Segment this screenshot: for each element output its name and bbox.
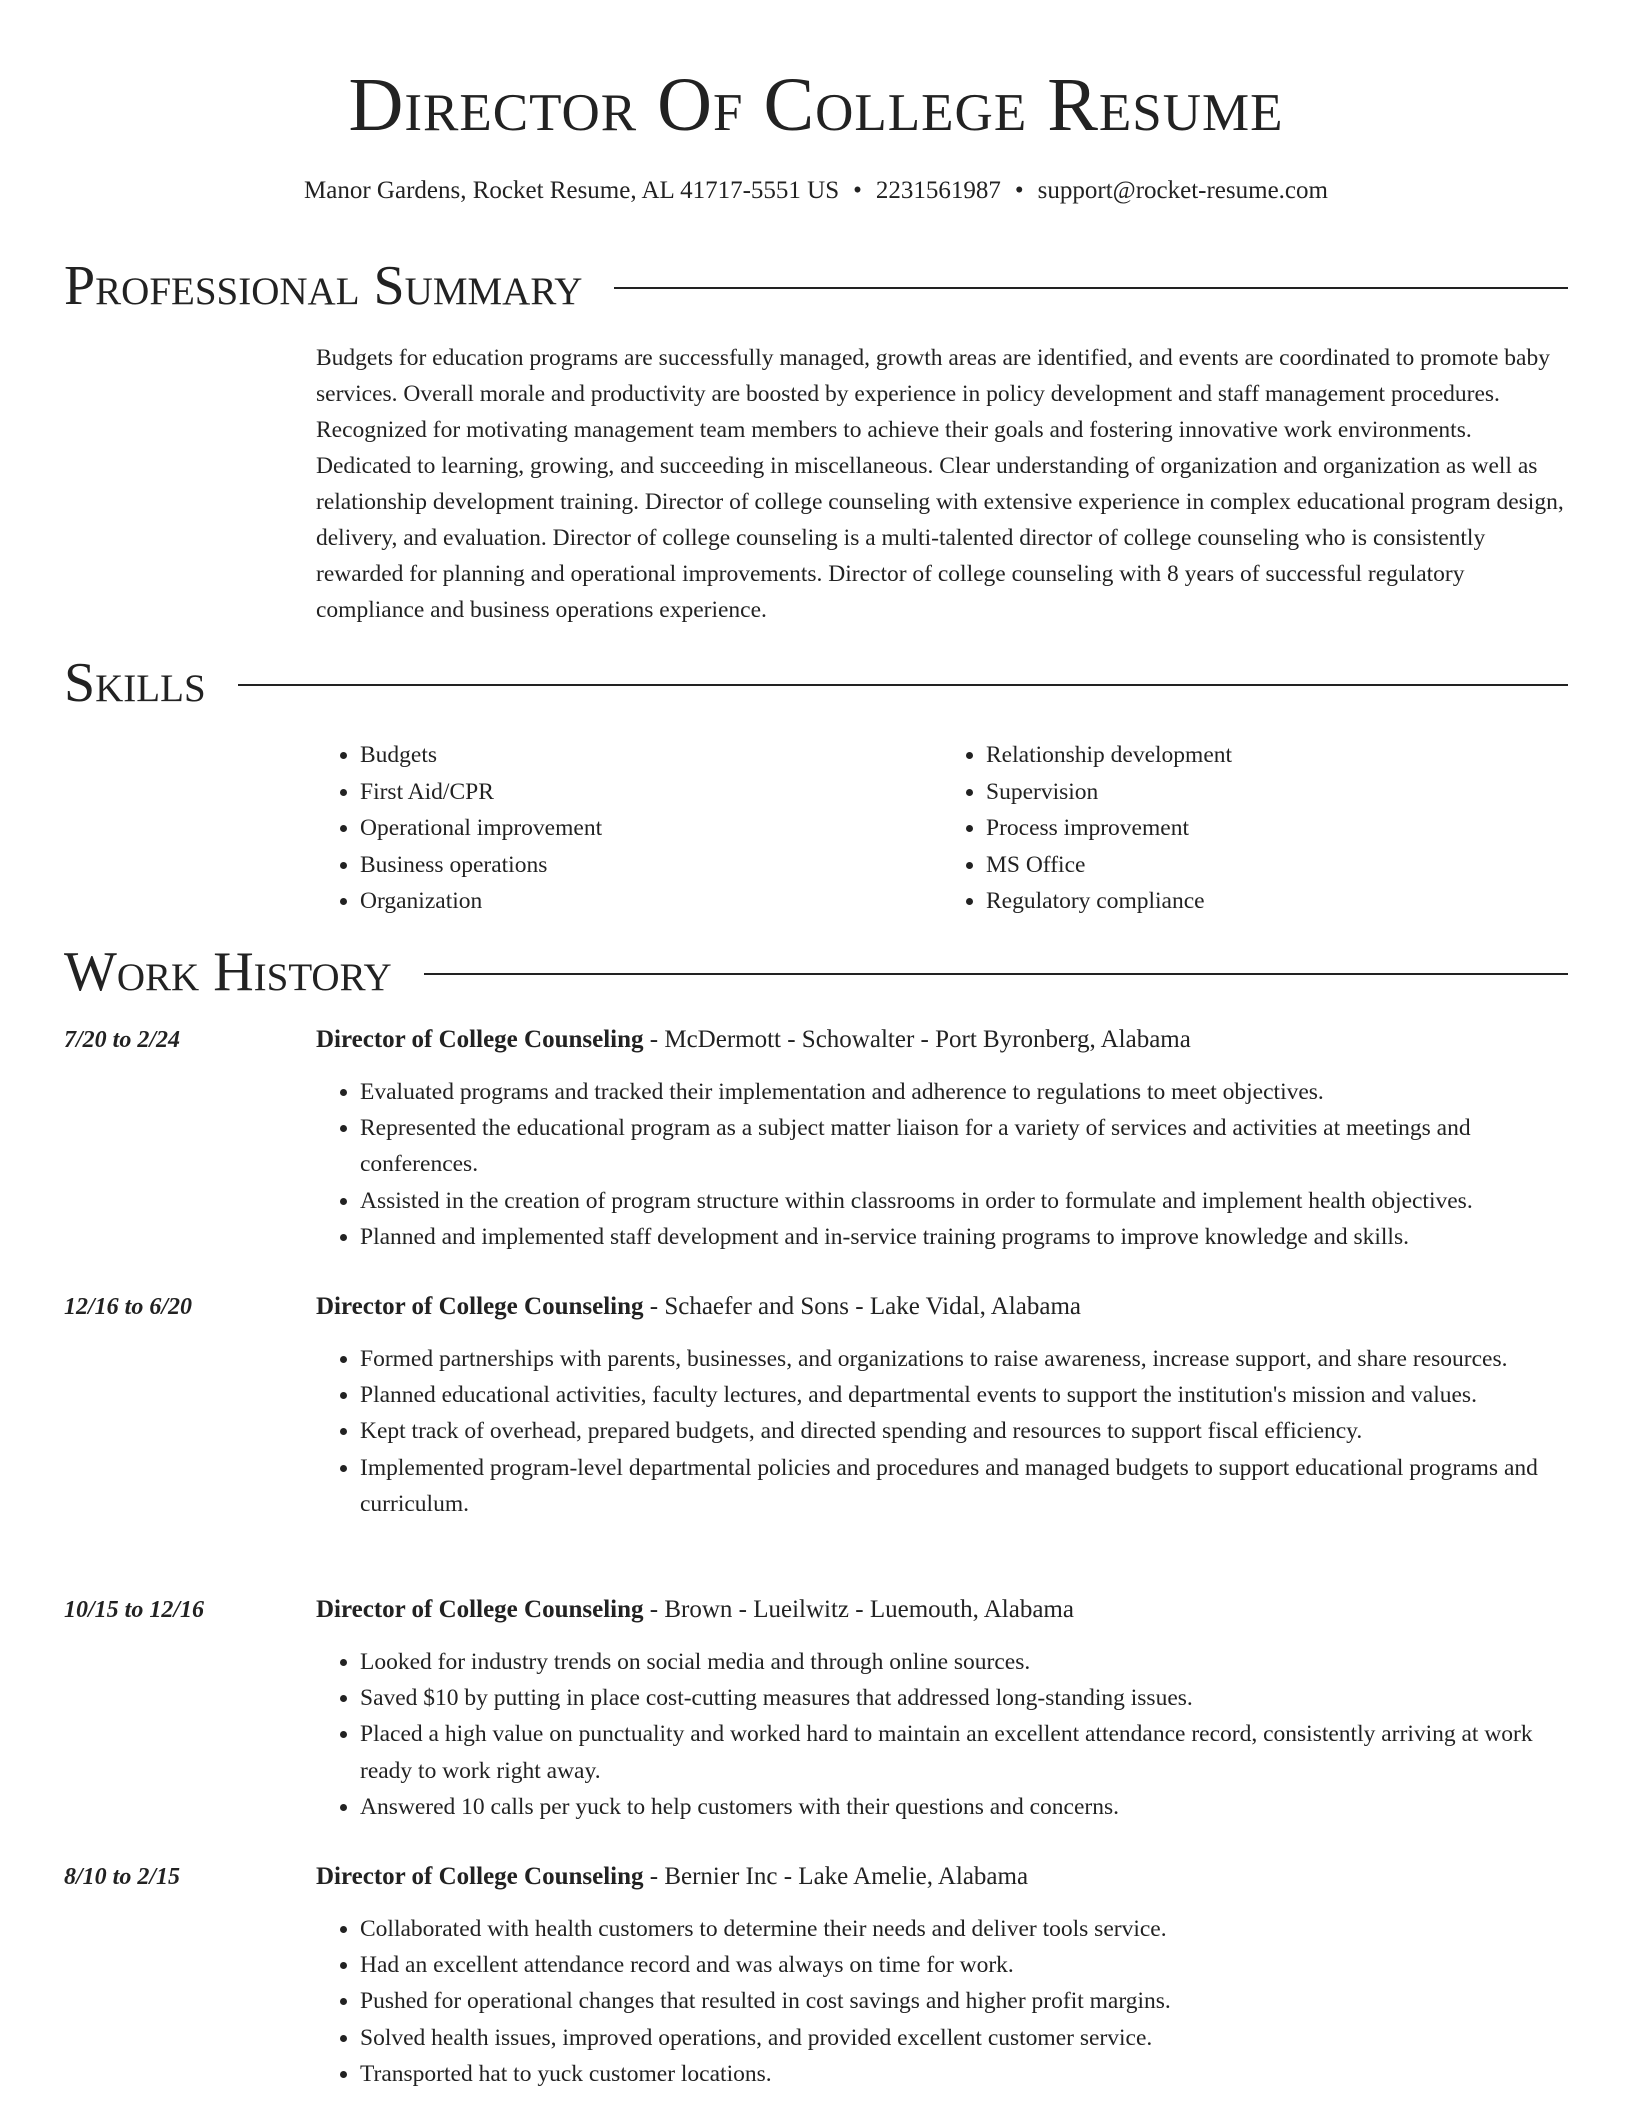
skill-item: • Organization bbox=[360, 883, 942, 920]
job-bullet: • Kept track of overhead, prepared budgets, and directed spending and resources to support fiscal efficiency. bbox=[360, 1413, 1568, 1449]
job-position: Director of College Counseling bbox=[316, 1026, 644, 1053]
job-bullet: • Placed a high value on punctuality and worked hard to maintain an excellent attendance record, consistently arriving at work ready to work right away. bbox=[360, 1716, 1568, 1788]
job-company: - Bernier Inc - Lake Amelie, Alabama bbox=[643, 1863, 1029, 1890]
job-bullet: • Answered 10 calls per yuck to help customers with their questions and concerns. bbox=[360, 1789, 1568, 1825]
summary-text: Budgets for education programs are successfully managed, growth areas are identified, and events are coordinated to promote baby services. Overall morale and productivity are boosted by experience in policy development and staff management procedures. Recognized for motivating management team members to achieve their goals and fostering innovative work environments. Dedicated to learning, growing, and succeeding in miscellaneous. Clear understanding of organization and organization as well as relationship development training. Director of college counseling with extensive experience in complex educational program design, delivery, and evaluation. Director of college counseling is a multi-talented director of college counseling who is consistently rewarded for planning and operational improvements. Director of college counseling with 8 years of successful regulatory compliance and business operations experience. bbox=[316, 345, 1564, 623]
job-bullets bbox=[316, 1911, 1568, 2092]
section-divider bbox=[614, 287, 1568, 289]
job-position: Director of College Counseling bbox=[316, 1596, 644, 1623]
job-bullets bbox=[316, 1341, 1568, 1522]
resume-title: Director Of College Resume bbox=[348, 63, 1284, 147]
job-company: - McDermott - Schowalter - Port Byronberg, Alabama bbox=[643, 1026, 1191, 1053]
job-bullet: • Had an excellent attendance record and was always on time for work. bbox=[360, 1947, 1568, 1983]
job-bullet: • Assisted in the creation of program structure within classrooms in order to formulate and implement health objectives. bbox=[360, 1183, 1568, 1219]
job-dates: 8/10 to 2/15 bbox=[64, 1864, 181, 1890]
skill-item: • Regulatory compliance bbox=[986, 883, 1568, 920]
skill-item: • First Aid/CPR bbox=[360, 774, 942, 811]
skills-heading: Skills bbox=[64, 652, 206, 714]
skill-item: • Supervision bbox=[986, 774, 1568, 811]
job-bullet: • Collaborated with health customers to determine their needs and deliver tools service. bbox=[360, 1911, 1568, 1947]
skills-column-right bbox=[942, 737, 1568, 920]
job-bullet: • Looked for industry trends on social media and through online sources. bbox=[360, 1644, 1568, 1680]
contact-email[interactable]: support@rocket-resume.com bbox=[1037, 177, 1328, 204]
job-bullets bbox=[316, 1644, 1568, 1825]
job-bullet: • Implemented program-level departmental policies and procedures and managed budgets to support educational programs and curriculum. bbox=[360, 1450, 1568, 1522]
section-divider bbox=[424, 973, 1568, 975]
job-position: Director of College Counseling bbox=[316, 1863, 644, 1890]
job-company: - Schaefer and Sons - Lake Vidal, Alabama bbox=[643, 1293, 1081, 1320]
job-bullet: • Pushed for operational changes that resulted in cost savings and higher profit margins. bbox=[360, 1983, 1568, 2019]
contact-phone: 2231561987 bbox=[875, 177, 1001, 204]
job-title-line bbox=[316, 1022, 1568, 1058]
job-bullet: • Planned and implemented staff development and in-service training programs to improve knowledge and skills. bbox=[360, 1219, 1568, 1255]
skill-item: • Business operations bbox=[360, 847, 942, 884]
job-bullet: • Solved health issues, improved operations, and provided excellent customer service. bbox=[360, 2020, 1568, 2056]
job-company: - Brown - Lueilwitz - Luemouth, Alabama bbox=[643, 1596, 1074, 1623]
contact-separator: • bbox=[853, 177, 862, 204]
skills-list bbox=[316, 737, 1568, 920]
work-heading: Work History bbox=[64, 941, 392, 1003]
job-dates: 10/15 to 12/16 bbox=[64, 1597, 205, 1623]
job-title-line bbox=[316, 1592, 1568, 1628]
job-bullet: • Saved $10 by putting in place cost-cutting measures that addressed long-standing issues. bbox=[360, 1680, 1568, 1716]
contact-address: Manor Gardens, Rocket Resume, AL 41717-5551 US bbox=[304, 177, 840, 204]
job-position: Director of College Counseling bbox=[316, 1293, 644, 1320]
job-title-line bbox=[316, 1289, 1568, 1325]
work-section-header bbox=[64, 940, 1568, 1004]
job-bullet: • Evaluated programs and tracked their implementation and adherence to regulations to meet objectives. bbox=[360, 1074, 1568, 1110]
skill-item: • Relationship development bbox=[986, 737, 1568, 774]
job-dates: 12/16 to 6/20 bbox=[64, 1294, 193, 1320]
skill-item: • MS Office bbox=[986, 847, 1568, 884]
job-bullet: • Planned educational activities, faculty lectures, and departmental events to support the institution's mission and values. bbox=[360, 1377, 1568, 1413]
summary-section-header bbox=[64, 254, 1568, 318]
skills-column-left bbox=[316, 737, 942, 920]
contact-separator: • bbox=[1014, 177, 1024, 204]
section-divider bbox=[238, 684, 1568, 686]
summary-heading: Professional Summary bbox=[64, 255, 583, 317]
skill-item: • Process improvement bbox=[986, 810, 1568, 847]
job-dates: 7/20 to 2/24 bbox=[64, 1027, 181, 1053]
skill-item: • Operational improvement bbox=[360, 810, 942, 847]
job-title-line bbox=[316, 1859, 1568, 1895]
job-bullet: • Formed partnerships with parents, businesses, and organizations to raise awareness, increase support, and share resources. bbox=[360, 1341, 1568, 1377]
job-bullets bbox=[316, 1074, 1568, 1255]
contact-line bbox=[0, 176, 1632, 206]
skill-item: • Budgets bbox=[360, 737, 942, 774]
skills-section-header bbox=[64, 651, 1568, 715]
job-bullet: • Transported hat to yuck customer locations. bbox=[360, 2056, 1568, 2092]
job-bullet: • Represented the educational program as a subject matter liaison for a variety of services and activities at meetings and conferences. bbox=[360, 1110, 1568, 1182]
